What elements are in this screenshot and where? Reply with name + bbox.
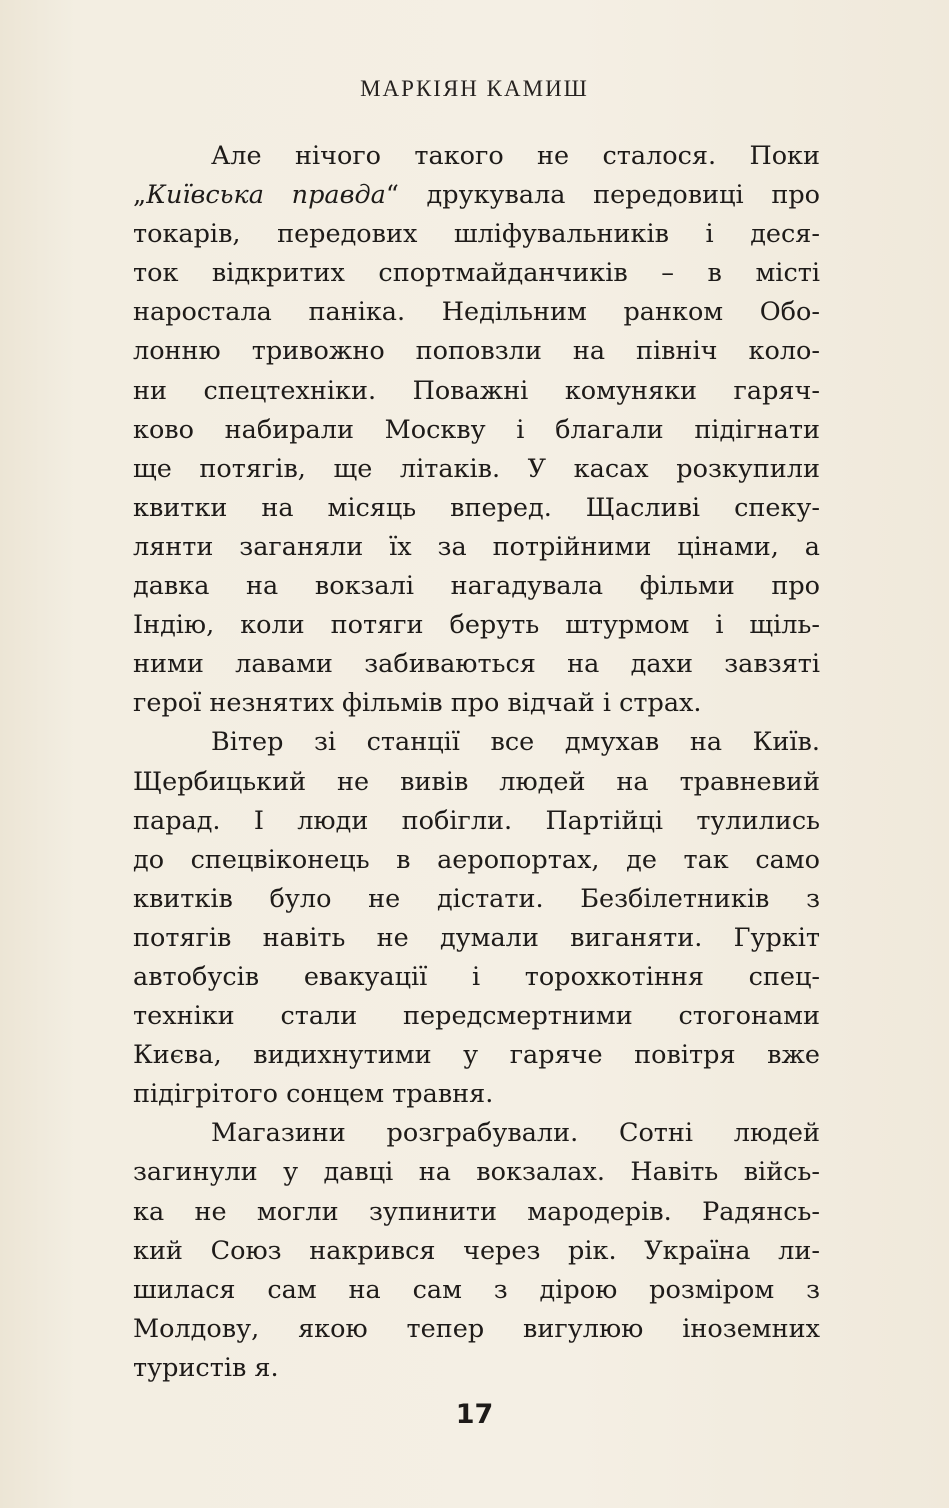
text-line: ними лавами забиваються на дахи завзяті xyxy=(133,649,820,680)
body-text xyxy=(133,137,820,1388)
text-line: давка на вокзалі нагадувала фільми про xyxy=(133,571,820,602)
text-line: ток відкритих спортмайданчиків – в місті xyxy=(133,258,820,289)
newspaper-title: Київська правда xyxy=(146,180,386,211)
opening-quote: „ xyxy=(133,180,147,211)
text-line: загинули у давці на вокзалах. Навіть війсь- xyxy=(133,1157,820,1188)
text-line: кий Союз накрився через рік. Україна ли- xyxy=(133,1235,820,1266)
page-number: 17 xyxy=(455,1399,494,1430)
text-line: Індію, коли потяги беруть штурмом і щіль- xyxy=(133,610,820,641)
text-line: Молдову, якою тепер вигулюю іноземних xyxy=(133,1313,820,1344)
text-line: ка не могли зупинити мародерів. Радянсь- xyxy=(133,1196,820,1227)
text-line: Але нічого такого не сталося. Поки xyxy=(211,141,820,171)
paragraph xyxy=(133,723,820,1114)
text-line: токарів, передових шліфувальників і деся- xyxy=(133,219,820,250)
text-line: квитки на місяць вперед. Щасливі спеку- xyxy=(133,492,820,523)
text-line: потягів навіть не думали виганяти. Гуркіт xyxy=(133,922,820,953)
text-line: Вітер зі станції все дмухав на Київ. xyxy=(211,727,820,758)
text-line: техніки стали передсмертними стогонами xyxy=(133,1001,820,1032)
text-line: ще потягів, ще літаків. У касах розкупили xyxy=(133,453,820,484)
text-line: ни спецтехніки. Поважні комуняки гаряч- xyxy=(133,375,820,406)
text-line: Щербицький не вивів людей на травневий xyxy=(133,766,820,797)
text-line: туристів я. xyxy=(133,1352,279,1383)
text-line: парад. І люди побігли. Партійці тулились xyxy=(133,805,820,836)
text-line: Магазини розграбували. Сотні людей xyxy=(211,1118,820,1149)
text-line: Києва, видихнутими у гаряче повітря вже xyxy=(133,1040,820,1071)
paragraph xyxy=(133,1114,820,1388)
paragraph xyxy=(133,137,820,723)
running-head: МАРКІЯН КАМИШ xyxy=(360,76,589,101)
text-line: герої незнятих фільмів про відчай і страх. xyxy=(133,688,702,719)
text-line: лянти заганяли їх за потрійними цінами, а xyxy=(133,531,820,562)
text-line-rest: “ друкувала передовиці про xyxy=(385,180,820,211)
text-line: автобусів евакуації і торохкотіння спец- xyxy=(133,961,820,992)
text-line: ково набирали Москву і благали підігнати xyxy=(133,414,820,445)
text-line: підігрітого сонцем травня. xyxy=(133,1079,494,1110)
text-line: наростала паніка. Недільним ранком Обо- xyxy=(133,297,820,328)
text-line: шилася сам на сам з дірою розміром з xyxy=(133,1274,820,1305)
text-line: до спецвіконець в аеропортах, де так само xyxy=(133,844,820,875)
text-line xyxy=(133,176,820,215)
text-line: лонню тривожно поповзли на північ коло- xyxy=(133,336,820,367)
text-line: квитків було не дістати. Безбілетників з xyxy=(133,883,820,914)
